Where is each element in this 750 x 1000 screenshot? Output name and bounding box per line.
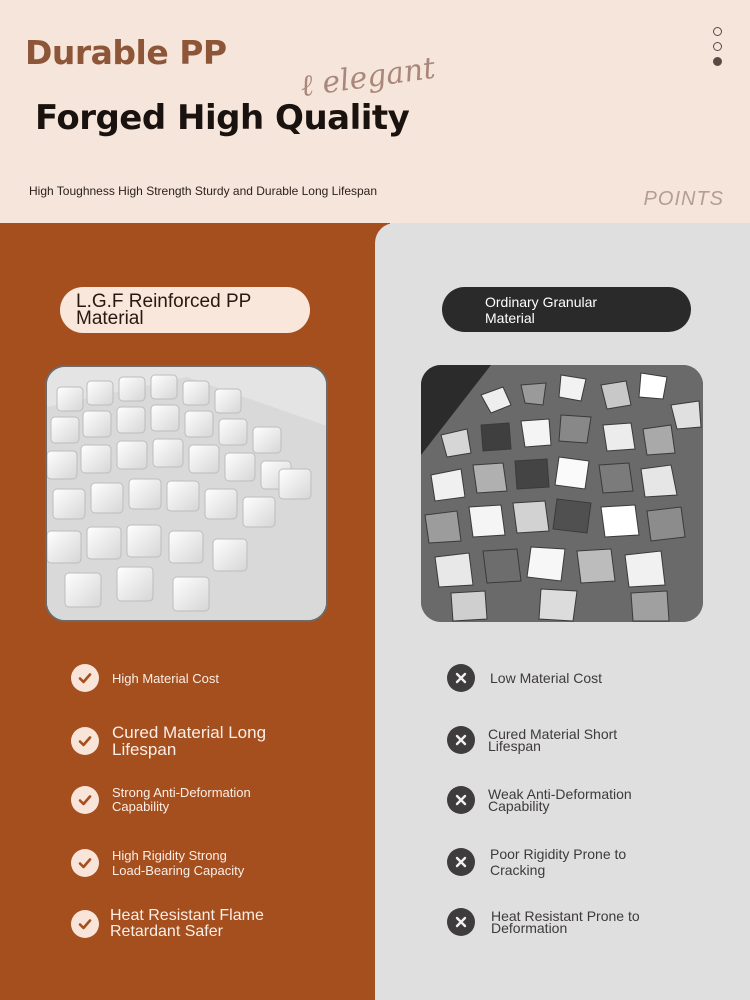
right-feature-text: Cured Material Short Lifespan — [488, 726, 618, 754]
cross-icon — [447, 726, 475, 754]
check-icon — [71, 910, 99, 938]
pagination-dot[interactable] — [713, 42, 722, 51]
pagination-dot-active[interactable] — [713, 57, 722, 66]
left-feature-text: Strong Anti-Deformation Capability — [112, 785, 251, 814]
subheadline: High Toughness High Strength Sturdy and Durable Long Lifespan — [29, 184, 378, 198]
white-pellets-image — [47, 367, 328, 622]
right-feature-row — [447, 908, 661, 936]
headline: Forged High Quality — [35, 98, 410, 138]
right-feature-text: Low Material Cost — [490, 670, 603, 686]
pagination-dots-icon[interactable] — [713, 27, 722, 72]
cross-icon — [447, 786, 475, 814]
ordinary-granules-photo — [421, 365, 703, 622]
right-feature-row — [447, 726, 638, 754]
right-feature-row — [447, 786, 648, 814]
points-label: POINTS — [643, 188, 724, 210]
cross-icon — [447, 664, 475, 692]
right-feature-row — [447, 846, 640, 878]
white-pellets-photo — [45, 365, 328, 622]
left-feature-row — [71, 724, 292, 758]
left-feature-text: High Rigidity Strong Load-Bearing Capacity — [112, 848, 245, 878]
script-decoration: ℓ elegant — [298, 50, 438, 105]
gray-granules-image — [421, 365, 703, 622]
left-feature-row — [71, 848, 262, 878]
cross-icon — [447, 908, 475, 936]
ordinary-material-pill — [442, 287, 691, 332]
left-feature-row — [71, 908, 290, 940]
right-feature-row — [447, 664, 602, 692]
left-feature-row — [71, 786, 272, 814]
pill-label: L.G.F Reinforced PP Material — [76, 291, 251, 329]
left-feature-text: High Material Cost — [112, 670, 219, 686]
check-icon — [71, 664, 99, 692]
right-feature-text: Poor Rigidity Prone to Cracking — [490, 846, 627, 878]
left-feature-text: Cured Material Long Lifespan — [112, 723, 267, 759]
brand-title: Durable PP — [25, 33, 227, 72]
left-feature-row — [71, 664, 219, 692]
pagination-dot[interactable] — [713, 27, 722, 36]
cross-icon — [447, 848, 475, 876]
check-icon — [71, 849, 99, 877]
check-icon — [71, 786, 99, 814]
right-feature-text: Weak Anti-Deformation Capability — [488, 786, 632, 814]
pill-label: Ordinary Granular Material — [485, 293, 598, 326]
check-icon — [71, 727, 99, 755]
right-feature-text: Heat Resistant Prone to Deformation — [491, 908, 640, 936]
left-feature-text: Heat Resistant Flame Retardant Safer — [110, 907, 264, 940]
script-word: elegant — [320, 50, 438, 102]
lgf-material-pill — [60, 287, 310, 333]
